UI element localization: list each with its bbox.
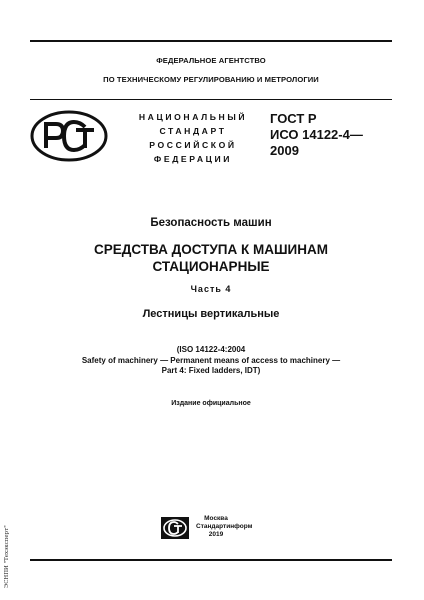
designation-line-2: ИСО 14122-4— xyxy=(270,127,363,142)
rst-emblem-icon xyxy=(30,110,108,162)
main-title-line-1: СРЕДСТВА ДОСТУПА К МАШИНАМ xyxy=(94,242,328,257)
publisher-block xyxy=(196,515,253,539)
subtitle: Лестницы вертикальные xyxy=(142,308,280,320)
side-watermark-text: ЭСНПИ "Техэксперт" xyxy=(4,525,10,588)
designation-line-3: 2009 xyxy=(270,143,299,158)
iso-line-2: Safety of machinery — Permanent means of access to machinery — xyxy=(81,355,341,365)
top-rule xyxy=(30,40,392,42)
national-line-1: НАЦИОНАЛЬНЫЙ xyxy=(138,112,248,122)
agency-line-2: ПО ТЕХНИЧЕСКОМУ РЕГУЛИРОВАНИЮ И МЕТРОЛОГИИ xyxy=(103,75,319,84)
edition-label: Издание официальное xyxy=(171,400,251,407)
publisher-city: Москва xyxy=(204,515,228,522)
standard-designation xyxy=(270,111,363,159)
standartinform-logo-icon xyxy=(160,516,190,540)
iso-reference xyxy=(30,345,392,377)
agency-line-1: ФЕДЕРАЛЬНОЕ АГЕНТСТВО xyxy=(156,56,266,65)
bottom-rule xyxy=(30,559,392,561)
main-title-line-2: СТАЦИОНАРНЫЕ xyxy=(152,259,270,274)
national-line-4: ФЕДЕРАЦИИ xyxy=(153,154,233,164)
general-title: Безопасность машин xyxy=(150,217,272,229)
national-line-2: СТАНДАРТ xyxy=(159,126,227,136)
national-standard-label xyxy=(127,110,259,166)
main-title xyxy=(30,241,392,275)
iso-line-3: Part 4: Fixed ladders, IDT) xyxy=(161,366,261,375)
national-line-3: РОССИЙСКОЙ xyxy=(149,140,237,150)
designation-line-1: ГОСТ Р xyxy=(270,111,317,126)
iso-line-1: (ISO 14122-4:2004 xyxy=(176,345,246,354)
publisher-year: 2019 xyxy=(208,531,224,538)
middle-rule xyxy=(30,99,392,100)
publisher-name: Стандартинформ xyxy=(196,523,253,530)
part-label: Часть 4 xyxy=(190,284,232,294)
